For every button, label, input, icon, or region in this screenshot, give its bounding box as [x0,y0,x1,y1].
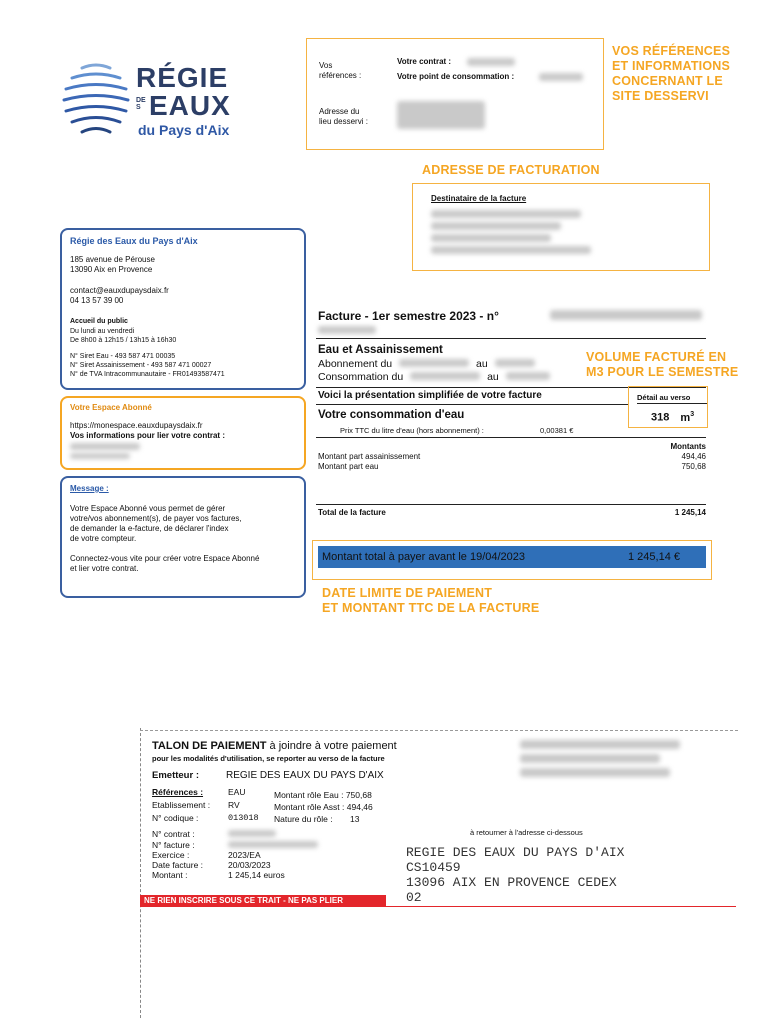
pay-value: 1 245,14 € [628,551,680,563]
espace-credentials-2 [70,453,130,459]
exercice-value: 2023/EA [228,850,261,860]
regie-phone: 04 13 57 39 00 [70,296,124,305]
accueil-hours: De 8h00 à 12h15 / 13h15 à 16h30 [70,337,177,344]
espace-title: Votre Espace Abonné [70,403,152,412]
talon-warning: NE RIEN INSCRIRE SOUS CE TRAIT - NE PAS PLIER [144,896,343,905]
return-address: REGIE DES EAUX DU PAYS D'AIX CS10459 13096 AIX EN PROVENCE CEDEX 02 [406,845,625,905]
espace-url[interactable]: https://monespace.eauxdupaysdaix.fr [70,421,203,430]
consumption-point-value [539,73,583,81]
message-box [60,476,306,598]
talon-cut-line-vertical [140,728,141,1018]
montant-label: Montant : [152,870,188,880]
pay-label: Montant total à payer avant le 19/04/2023 [322,551,526,563]
line-assainissement-value: 494,46 [681,452,706,461]
montant-value: 1 245,14 euros [228,870,285,880]
invoice-title: Facture - 1er semestre 2023 - n° [318,309,499,323]
annotation-volume: VOLUME FACTURÉ EN M3 POUR LE SEMESTRE [586,350,739,379]
emetteur-value: REGIE DES EAUX DU PAYS D'AIX [226,770,384,781]
address-label-2: lieu desservi : [319,117,368,126]
billing-addr-1 [431,222,561,230]
abonnement-au: au [476,358,488,370]
contract-label: Votre contrat : [397,57,452,66]
message-p2-2: et lier votre contrat. [70,564,139,573]
billing-address-box [412,183,710,271]
codique-value: 013018 [228,813,259,823]
refs-label-2: références : [319,71,362,80]
date-value: 20/03/2023 [228,860,271,870]
message-p1-1: Votre Espace Abonné vous permet de gérer [70,504,226,513]
billing-title: Destinataire de la facture [431,194,527,203]
address-label-1: Adresse du [319,107,360,116]
pay-bar [318,546,706,568]
billing-addr-3 [431,246,591,254]
facture-value [228,841,318,848]
consommation-au: au [487,371,499,383]
logo-des: DES [136,97,146,111]
regie-address-2: 13090 Aix en Provence [70,265,153,274]
billing-name [431,210,581,218]
invoice-number [550,310,702,320]
etab-value: RV [228,800,240,810]
espace-abonne-box [60,396,306,470]
facture-label: N° facture : [152,840,195,850]
price-value: 0,00381 € [540,426,574,435]
detail-verso: Détail au verso [637,393,691,402]
references-box [306,38,604,150]
date-label: Date facture : [152,860,204,870]
invoice-number-2 [318,326,376,334]
logo [62,60,242,140]
talon-title-2: à joindre à votre paiement [269,740,397,752]
accueil-days: Du lundi au vendredi [70,328,135,335]
message-p1-4: de votre compteur. [70,534,137,543]
refs-label: Références : [152,787,204,797]
abonnement-start [399,359,469,367]
role-eau: Montant rôle Eau : 750,68 [274,790,372,800]
message-title: Message : [70,484,109,493]
consommation-end [506,372,550,380]
refs-value: EAU [228,787,246,797]
annotation-deadline: DATE LIMITE DE PAIEMENT ET MONTANT TTC DE LA FACTURE [322,586,540,615]
price-label: Prix TTC du litre d'eau (hors abonnement) : [340,426,484,435]
emetteur-label: Emetteur : [152,770,199,781]
refs-label-1: Vos [319,61,333,70]
regie-email: contact@eauxdupaysdaix.fr [70,286,169,295]
siret-assainissement: N° Siret Assainissement - 493 587 471 00027 [70,362,212,369]
talon-title: TALON DE PAIEMENT [152,740,267,752]
talon-cut-line-horizontal [140,730,738,731]
talon-payer-3 [520,768,670,777]
site-address-value [397,101,485,129]
volume-box [628,386,708,428]
consumption-unit: m [680,411,691,424]
consumption-label: Votre consommation d'eau [318,409,465,421]
regie-info-box [60,228,306,390]
logo-line1: RÉGIE [136,62,229,93]
line-assainissement-label: Montant part assainissement [318,452,421,461]
exercice-label: Exercice : [152,850,190,860]
etab-label: Etablissement : [152,800,211,810]
nature-label: Nature du rôle : [274,814,333,824]
total-label: Total de la facture [318,508,386,517]
accueil-title: Accueil du public [70,318,128,325]
contract-value [467,58,515,66]
montants-header: Montants [670,442,706,451]
retour-note: à retourner à l'adresse ci-dessous [470,828,583,837]
logo-line2: EAUX [149,90,231,121]
message-p2-1: Connectez-vous vite pour créer votre Espace Abonné [70,554,260,563]
consumption-point-label: Votre point de consommation : [397,72,515,81]
talon-subtitle: pour les modalités d'utilisation, se reporter au verso de la facture [152,754,385,763]
message-p1-3: de demander la e-facture, de déclarer l'index [70,524,229,533]
talon-payer-1 [520,740,680,749]
section-title: Eau et Assainissement [318,344,443,356]
abonnement-end [495,359,535,367]
regie-title: Régie des Eaux du Pays d'Aix [70,236,198,246]
role-asst: Montant rôle Asst : 494,46 [274,802,373,812]
message-p1-2: votre/vos abonnement(s), de payer vos factures, [70,514,242,523]
total-value: 1 245,14 [674,508,706,517]
annotation-references: VOS RÉFÉRENCES ET INFORMATIONS CONCERNANT LE SITE DESSERVI [612,44,731,103]
abonnement-label: Abonnement du [318,358,393,370]
codique-label: N° codique : [152,813,199,823]
regie-address-1: 185 avenue de Pérouse [70,255,155,264]
presentation-title: Voici la présentation simplifiée de votre facture [318,390,542,401]
siret-eau: N° Siret Eau - 493 587 471 00035 [70,353,176,360]
talon-warning-line [386,906,736,907]
tva-number: N° de TVA Intracommunautaire - FR01493587471 [70,371,225,378]
consumption-unit-exp: 3 [690,411,695,418]
espace-info: Vos informations pour lier votre contrat : [70,431,225,440]
annotation-billing: ADRESSE DE FACTURATION [422,163,600,177]
invoice-section-rule [316,338,706,339]
logo-line3: du Pays d'Aix [138,122,230,138]
talon-payer-2 [520,754,660,763]
espace-credentials-1 [70,443,140,450]
consommation-label: Consommation du [318,371,404,383]
line-eau-label: Montant part eau [318,462,379,471]
waves-logo-icon [62,60,130,138]
billing-addr-2 [431,234,551,242]
contrat-value [228,830,276,837]
consumption-volume: 318 [651,411,670,424]
line-eau-value: 750,68 [681,462,706,471]
contrat-label: N° contrat : [152,829,195,839]
consommation-start [410,372,480,380]
nature-value: 13 [350,814,360,824]
